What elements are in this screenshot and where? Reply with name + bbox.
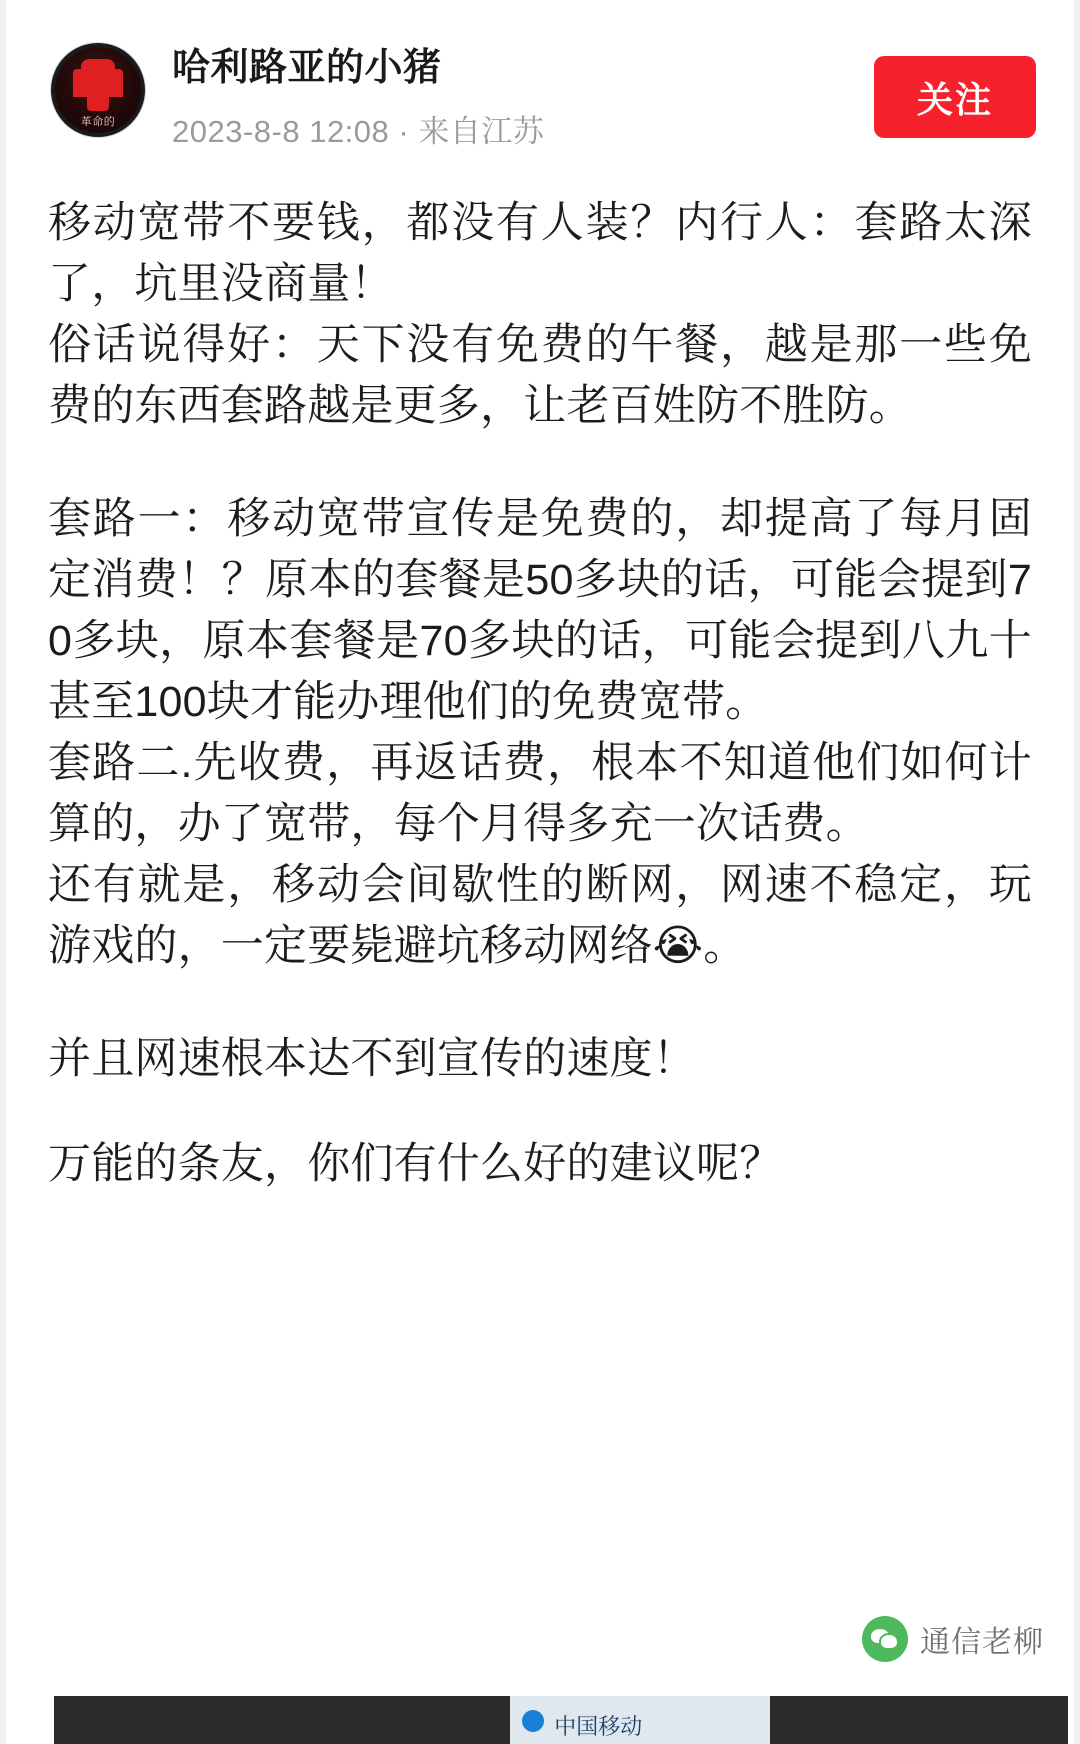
avatar[interactable]	[50, 42, 146, 138]
post-paragraph-4: 套路二.先收费，再返话费，根本不知道他们如何计算的，办了宽带，每个月得多充一次话费。	[48, 738, 1032, 849]
post-body	[6, 193, 1074, 1196]
post-header	[6, 0, 1074, 151]
watermark-label: 通信老柳	[920, 1626, 1044, 1659]
attached-image[interactable]	[54, 1696, 1068, 1744]
follow-button[interactable]: 关注	[874, 56, 1036, 138]
watermark	[862, 1616, 1044, 1662]
paragraph-spacer-2	[48, 977, 1032, 1029]
post-paragraph-3: 套路一：移动宽带宣传是免费的，却提高了每月固定消费！？原本的套餐是50多块的话，可能会提到70多块，原本套餐是70多块的话，可能会提到八九十甚至100块才能办理他们的免费宽带。	[48, 494, 1032, 726]
paragraph-spacer	[48, 437, 1032, 489]
paragraph-spacer-3	[48, 1090, 1032, 1134]
post-paragraph-6: 并且网速根本达不到宣传的速度！	[48, 1035, 696, 1084]
avatar-caption: 革命的	[80, 116, 116, 128]
post-paragraph-1: 移动宽带不要钱，都没有人装？内行人：套路太深了，坑里没商量！	[48, 198, 1032, 308]
post-paragraph-5: 还有就是，移动会间歇性的断网，网速不稳定，玩游戏的，一定要毙避坑移动网络😭。	[48, 861, 1032, 971]
wechat-icon	[862, 1616, 908, 1662]
post-paragraph-7: 万能的条友，你们有什么好的建议呢？	[48, 1140, 783, 1189]
post-paragraph-2: 俗话说得好：天下没有免费的午餐，越是那一些免费的东西套路越是更多，让老百姓防不胜防。	[48, 320, 1032, 430]
author-name[interactable]: 哈利路亚的小猪	[172, 47, 442, 89]
carrier-logo-icon	[522, 1710, 544, 1732]
post-meta: 2023-8-8 12:08 · 来自江苏	[172, 113, 545, 149]
header-texts	[172, 42, 544, 151]
attached-image-caption: 中国移动	[554, 1714, 643, 1739]
attached-image-inner	[510, 1696, 770, 1744]
fist-icon	[81, 59, 115, 95]
